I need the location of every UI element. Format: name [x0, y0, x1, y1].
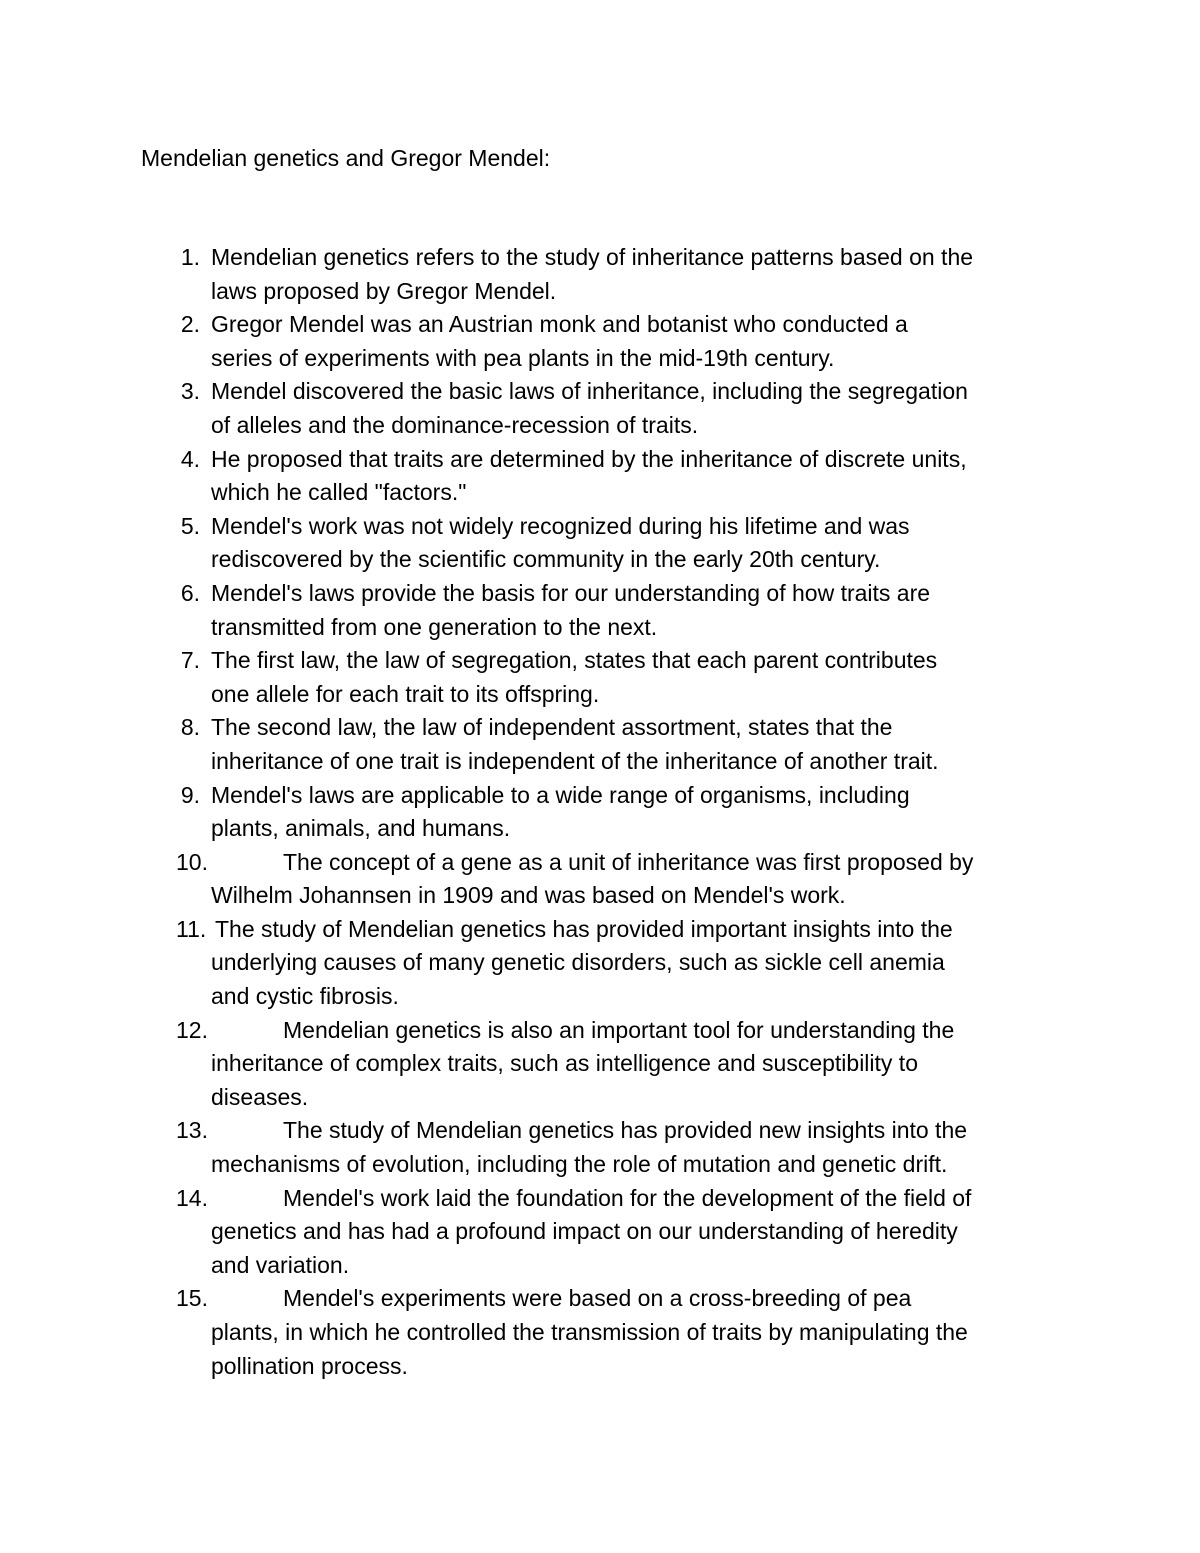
list-item-text-line: He proposed that traits are determined by the inheritance of discrete units,: [211, 445, 967, 472]
list-item-text-line: Mendel's work was not widely recognized during his lifetime and was: [211, 512, 910, 539]
list-item-text-line: The study of Mendelian genetics has provided new insights into the: [283, 1117, 968, 1144]
list-item-number: 14.: [176, 1184, 208, 1211]
list-item-number: 2.: [180, 311, 200, 338]
list-item: [0, 510, 1200, 577]
list-item-text-line: and variation.: [211, 1251, 350, 1278]
list-item-text-line: Mendelian genetics refers to the study of inheritance patterns based on the: [211, 244, 974, 270]
list-item-number: 1.: [180, 244, 200, 270]
list-item: [0, 913, 1200, 1014]
list-item-number: 9.: [180, 781, 200, 808]
list-item-number: 11.: [176, 915, 207, 942]
list-item-text-line: and cystic fibrosis.: [211, 983, 399, 1010]
list-item-number: 7.: [180, 647, 200, 674]
list-item-text-line: series of experiments with pea plants in the mid-19th century.: [211, 344, 835, 371]
list-item-number: 15.: [176, 1285, 208, 1312]
list-item-number: 6.: [180, 579, 200, 606]
list-item-text-line: one allele for each trait to its offspring.: [211, 680, 600, 707]
list-item: [0, 375, 1200, 442]
list-item-text-line: The study of Mendelian genetics has provided important insights into the: [215, 915, 953, 942]
list-item: [0, 1114, 1200, 1181]
list-item: [0, 779, 1200, 846]
list-item: [0, 1282, 1200, 1383]
list-item: [0, 241, 1200, 308]
list-item: [0, 1182, 1200, 1283]
list-item: [0, 308, 1200, 375]
list-item-text-line: inheritance of complex traits, such as intelligence and susceptibility to: [211, 1050, 918, 1077]
list-item-text-line: Mendel's experiments were based on a cross-breeding of pea: [283, 1285, 912, 1312]
list-item-text-line: pollination process.: [211, 1352, 408, 1379]
list-item-text-line: inheritance of one trait is independent of the inheritance of another trait.: [211, 747, 939, 774]
list-item: [0, 1014, 1200, 1115]
list-item-text-line: which he called "factors.": [211, 479, 467, 506]
list-item-number: 13.: [176, 1117, 208, 1144]
list-item-text-line: rediscovered by the scientific community in the early 20th century.: [211, 546, 881, 573]
list-item-number: 5.: [180, 512, 200, 539]
list-item-text-line: mechanisms of evolution, including the role of mutation and genetic drift.: [211, 1151, 948, 1178]
list-item-number: 3.: [180, 378, 200, 405]
list-item-text-line: plants, animals, and humans.: [211, 815, 511, 842]
list-item-text-line: Mendel discovered the basic laws of inheritance, including the segregation: [211, 378, 968, 405]
list-item-text-line: Mendel's laws provide the basis for our understanding of how traits are: [211, 579, 931, 606]
list-item-text-line: Mendel's work laid the foundation for the development of the field of: [283, 1184, 972, 1211]
numbered-list: [0, 241, 1200, 1383]
list-item-text-line: transmitted from one generation to the next.: [211, 613, 658, 640]
list-item-text-line: Mendelian genetics is also an important tool for understanding the: [283, 1016, 955, 1043]
list-item: [0, 644, 1200, 711]
list-item-number: 8.: [180, 714, 200, 741]
list-item-text-line: Gregor Mendel was an Austrian monk and botanist who conducted a: [211, 311, 908, 338]
document-title: Mendelian genetics and Gregor Mendel:: [141, 145, 551, 171]
list-item-text-line: The concept of a gene as a unit of inheritance was first proposed by: [283, 848, 974, 875]
list-item-text-line: The first law, the law of segregation, states that each parent contributes: [211, 647, 938, 674]
list-item-text-line: genetics and has had a profound impact on our understanding of heredity: [211, 1218, 958, 1245]
list-item-number: 4.: [180, 445, 200, 472]
list-item: [0, 443, 1200, 510]
list-item: [0, 577, 1200, 644]
list-item: [0, 846, 1200, 913]
list-item-text-line: Wilhelm Johannsen in 1909 and was based on Mendel's work.: [211, 882, 846, 909]
list-item: [0, 711, 1200, 778]
list-item-text-line: of alleles and the dominance-recession of traits.: [211, 411, 699, 438]
list-item-text-line: diseases.: [211, 1083, 309, 1110]
list-item-text-line: underlying causes of many genetic disorders, such as sickle cell anemia: [211, 949, 945, 976]
list-item-text-line: The second law, the law of independent assortment, states that the: [211, 714, 893, 741]
list-item-number: 12.: [176, 1016, 208, 1043]
list-item-text-line: plants, in which he controlled the transmission of traits by manipulating the: [211, 1319, 968, 1345]
list-item-number: 10.: [176, 848, 208, 875]
list-item-text-line: Mendel's laws are applicable to a wide range of organisms, including: [211, 781, 910, 808]
list-item-text-line: laws proposed by Gregor Mendel.: [211, 277, 557, 304]
